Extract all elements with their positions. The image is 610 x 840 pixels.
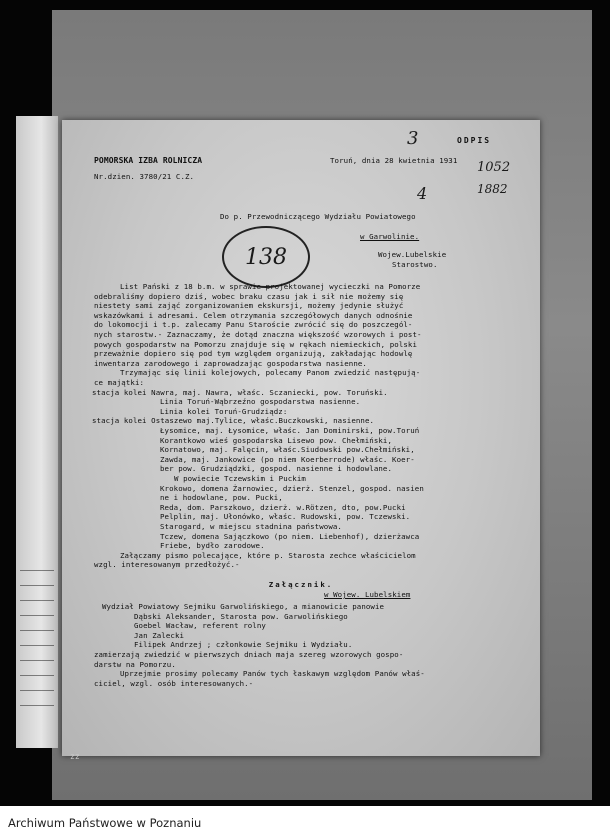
body-line: ber pow. Grudziądzki, gospod. nasienne i hodowlane. — [160, 464, 393, 474]
document-page — [62, 120, 540, 756]
body-line: Łysomice, maj. Łysomice, właśc. Jan Dominirski, pow.Toruń — [160, 426, 420, 435]
margin-mark: zz — [70, 752, 80, 761]
body-line: Korantkowo wieś gospodarska Lisewo pow. Chełmiński, — [160, 435, 393, 445]
body-line: wzgl. interesowanym przedłożyć.- — [94, 560, 240, 570]
handwritten-mark-3: 3 — [407, 128, 419, 149]
body-line: Linia Toruń-Wąbrzeźno gospodarstwa nasienne. — [160, 397, 361, 407]
body-line: ne i hodowlane, pow. Pucki, — [160, 493, 283, 503]
body-line: inwentarza zarodowego i zaprowadzając gospodarstwa nasienne. — [94, 358, 367, 368]
body-line: niestety sami zająć zorganizowaniem ekskursji, możemy jedynie służyć — [94, 301, 404, 311]
body-line: Krokowo, domena Żarnowiec, dzierż. Stenzel, gospod. nasien — [160, 483, 424, 493]
body-line: Zawda, maj. Jankowice (po niem Koerberrode) właśc. Koer- — [160, 454, 415, 464]
handwritten-annotation: 1052 — [477, 160, 511, 175]
body-line: powych gospodarstw na Pomorzu znajduje się w rękach niemieckich, polski — [94, 339, 418, 349]
body-line: nych starostw.- Zaznaczamy, że dotąd znaczna większość wzorowych i post- — [94, 330, 422, 339]
sender-heading: POMORSKA IZBA ROLNICZA — [94, 156, 203, 165]
body-line: Trzymając się linii kolejowych, polecamy Panom zwiedzić następują- — [120, 368, 421, 378]
archive-footer — [0, 806, 610, 840]
body-line: odebraliśmy dopiero dziś, wobec braku czasu jak i sił nie możemy się — [94, 291, 404, 301]
body-line: Friebe, bydło zarodowe. — [160, 541, 265, 551]
body-line: ce majątki: — [94, 378, 145, 387]
body-line: Pelplin, maj. Ułonówko, właśc. Rudowski, pow. Tczewski. — [160, 512, 411, 522]
body-line: List Pański z 18 b.m. w sprawie projektowanej wycieczki na Pomorze — [120, 282, 421, 291]
body-line: Linia kolei Toruń-Grudziądz: — [160, 406, 288, 416]
side-sheet-strip — [16, 116, 58, 748]
attachment-line: Uprzejmie prosimy polecamy Panów tych łaskawym względom Panów właś- — [120, 669, 425, 679]
body-line: do lokomocji i t.p. zalecamy Panu Staroście zwrócić się do poszczegól- — [94, 320, 413, 330]
circled-number-stamp: 138 — [222, 226, 310, 288]
attachment-line: Filipek Andrzej ; członkowie Sejmiku i Wydziału. — [134, 640, 353, 650]
addressee-line-3: Wojew.Lubelskie — [378, 250, 447, 259]
handwritten-annotation-2: 1882 — [477, 182, 508, 196]
body-line: stacja kolei Ostaszewo maj.Tylice, właśc.Buczkowski, nasienne. — [92, 416, 375, 426]
body-line: Reda, dom. Parszkowo, dzierż. w.Rötzen, dto, pow.Pucki — [160, 502, 406, 512]
attachment-line: darstw na Pomorzu. — [94, 659, 176, 669]
attachment-line: Dąbski Aleksander, Starosta pow. Garwolińskiego — [134, 611, 348, 621]
attachment-title: Załącznik. — [268, 580, 334, 589]
body-line: W powiecie Tczewskim i Puckim — [174, 474, 306, 483]
body-line: Starogard, w miejscu stadnina państwowa. — [160, 522, 342, 531]
body-line: Kornatowo, maj. Falęcin, właśc.Siudowski pow.Chełmiński, — [160, 445, 415, 455]
body-line: stacja kolei Nawra, maj. Nawra, właśc. Sczaniecki, pow. Toruński. — [92, 387, 388, 397]
body-line: wskazówkami i adresami. Celem otrzymania szczegółowych danych odnośnie — [94, 310, 413, 320]
attachment-line: ciciel, wzgl. osób interesowanych.- — [94, 678, 254, 688]
attachment-line: Jan Zalecki — [134, 630, 185, 640]
attachment-line: zamierzają zwiedzić w pierwszych dniach maja szereg wzorowych gospo- — [94, 650, 404, 659]
addressee-line-2: w Garwolinie. — [360, 232, 420, 241]
side-sheet-handwriting — [20, 556, 54, 706]
attachment-line: Goebel Wacław, referent rolny — [134, 621, 266, 631]
reference-number: Nr.dzien. 3780/21 C.Z. — [94, 172, 195, 181]
archive-label: Archiwum Państwowe w Poznaniu — [8, 816, 202, 830]
odpis-label: ODPIS — [457, 136, 492, 145]
attachment-subtitle: w Wojew. Lubelskiem — [324, 590, 411, 599]
body-line: Załączamy pismo polecające, które p. Starosta zechce właścicielom — [120, 550, 416, 560]
body-line: Tczew, domena Sajączkowo (po niem. Liebenhof), dzierżawca — [160, 531, 420, 541]
addressee-line-1: Do p. Przewodniczącego Wydziału Powiatowego — [220, 212, 416, 221]
place-date: Toruń, dnia 28 kwietnia 1931 — [330, 156, 458, 165]
addressee-line-4: Starostwo. — [392, 260, 438, 269]
attachment-line: Wydział Powiatowy Sejmiku Garwolińskiego, a mianowicie panowie — [102, 602, 385, 611]
handwritten-mark-4: 4 — [417, 184, 428, 203]
body-line: przeważnie dopiero się pod tym względem organizują, zakładając hodowlę — [94, 349, 413, 359]
